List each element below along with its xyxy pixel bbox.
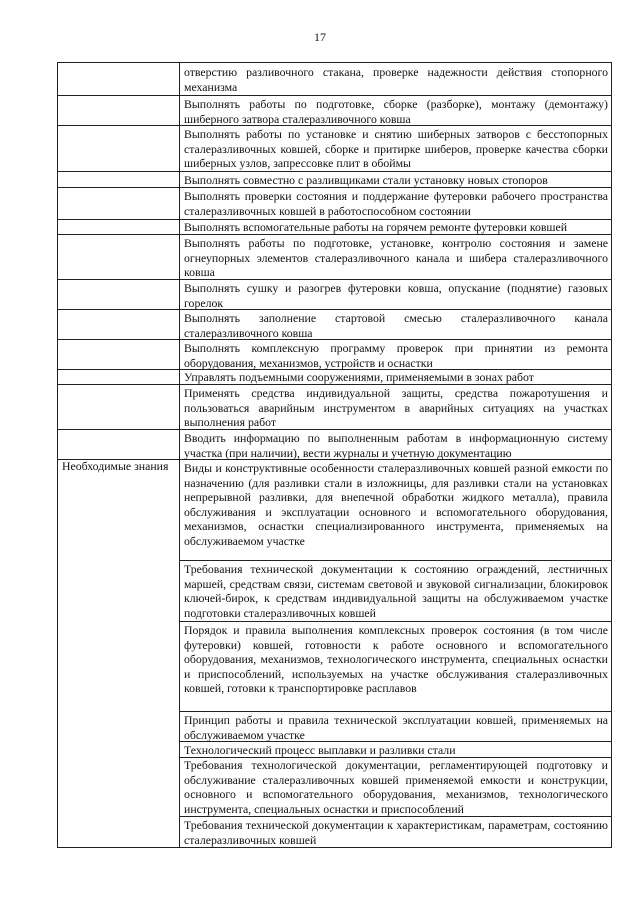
knowledge-item: Виды и конструктивные особенности сталеразливочных ковшей разной емкости по назначению (для разливки стали в изложницы, для разливки стали на установках непрерывной разливки, для внепечной обработки жидкого металла), правила обслуживания и эксплуатации основного и вспомогательного оборудования, механизмов, оснастки специализированного инструмента, применяемых на обслуживаемом участке bbox=[184, 461, 608, 548]
row-divider bbox=[179, 816, 611, 817]
knowledge-item: Требования технологической документации, регламентирующей подготовку и обслуживание сталеразливочных ковшей применяемой емкости и конструкции, основного и вспомогательного оборудования, механизмов, технологического инструмента, специальных оснастки и приспособлений bbox=[184, 758, 608, 816]
knowledge-item: Требования технической документации к характеристикам, параметрам, состоянию сталеразливочных ковшей bbox=[184, 818, 608, 847]
knowledge-item: Принцип работы и правила технической эксплуатации ковшей, применяемых на обслуживаемом участке bbox=[184, 713, 608, 742]
skill-item: Применять средства индивидуальной защиты, средства пожаротушения и пользоваться аварийным инструментом в аварийных ситуациях на участках выполнения работ bbox=[184, 386, 608, 429]
skill-item: отверстию разливочного стакана, проверке надежности действия стопорного механизма bbox=[184, 65, 608, 94]
skill-item: Выполнять заполнение стартовой смесью сталеразливочного канала сталеразливочного ковша bbox=[184, 311, 608, 340]
column-divider bbox=[179, 63, 180, 847]
skill-item: Выполнять работы по подготовке, установке, контролю состояния и замене огнеупорных элементов сталеразливочного канала и шибера сталеразливочного ковша bbox=[184, 236, 608, 279]
row-divider bbox=[179, 621, 611, 622]
row-divider bbox=[58, 171, 611, 172]
knowledge-item: Технологический процесс выплавки и разливки стали bbox=[184, 743, 456, 757]
skill-item: Выполнять работы по установке и снятию шиберных затворов с бесстопорных сталеразливочных ковшей, сборке и притирке шиберов, проверке качества сборки шиберных узлов, запрессовке плит в обоймы bbox=[184, 127, 608, 170]
knowledge-item: Порядок и правила выполнения комплексных проверок состояния (в том числе футеровки) ковшей, готовности к работе основного и вспомогательного оборудования, механизмов, технологического инструмента, специальных оснастки и приспособлений, используемых на участке обслуживания сталеразливочных ковшей, готовки к транспортировке расплавов bbox=[184, 623, 608, 695]
page-number: 17 bbox=[314, 30, 326, 44]
skill-item: Выполнять работы по подготовке, сборке (разборке), монтажу (демонтажу) шиберного затвора сталеразливочного ковша bbox=[184, 97, 608, 126]
section-label-knowledge: Необходимые знания bbox=[62, 459, 169, 473]
competency-table bbox=[57, 62, 612, 848]
knowledge-item: Требования технической документации к состоянию ограждений, лестничных маршей, средствам связи, системам световой и звуковой сигнализации, блокировок ключей-бирок, к средствам индивидуальной защиты на обслуживаемом участке подготовки сталеразливочных ковшей bbox=[184, 562, 608, 620]
skill-item: Выполнять вспомогательные работы на горячем ремонте футеровки ковшей bbox=[184, 220, 568, 234]
skill-item: Выполнять сушку и разогрев футеровки ковша, опускание (поднятие) газовых горелок bbox=[184, 281, 608, 310]
skill-item: Управлять подъемными сооружениями, применяемыми в зонах работ bbox=[184, 370, 534, 384]
skill-item: Вводить информацию по выполненным работам в информационную систему участка (при наличии), вести журналы и учетную документацию bbox=[184, 431, 608, 460]
row-divider bbox=[179, 711, 611, 712]
skill-item: Выполнять совместно с разливщиками стали установку новых стопоров bbox=[184, 173, 548, 187]
skill-item: Выполнять комплексную программу проверок при принятии из ремонта оборудования, механизмов, устройств и оснастки bbox=[184, 341, 608, 370]
row-divider bbox=[58, 95, 611, 96]
skill-item: Выполнять проверки состояния и поддержание футеровки рабочего пространства сталеразливочных ковшей в работоспособном состоянии bbox=[184, 189, 608, 218]
row-divider bbox=[179, 560, 611, 561]
